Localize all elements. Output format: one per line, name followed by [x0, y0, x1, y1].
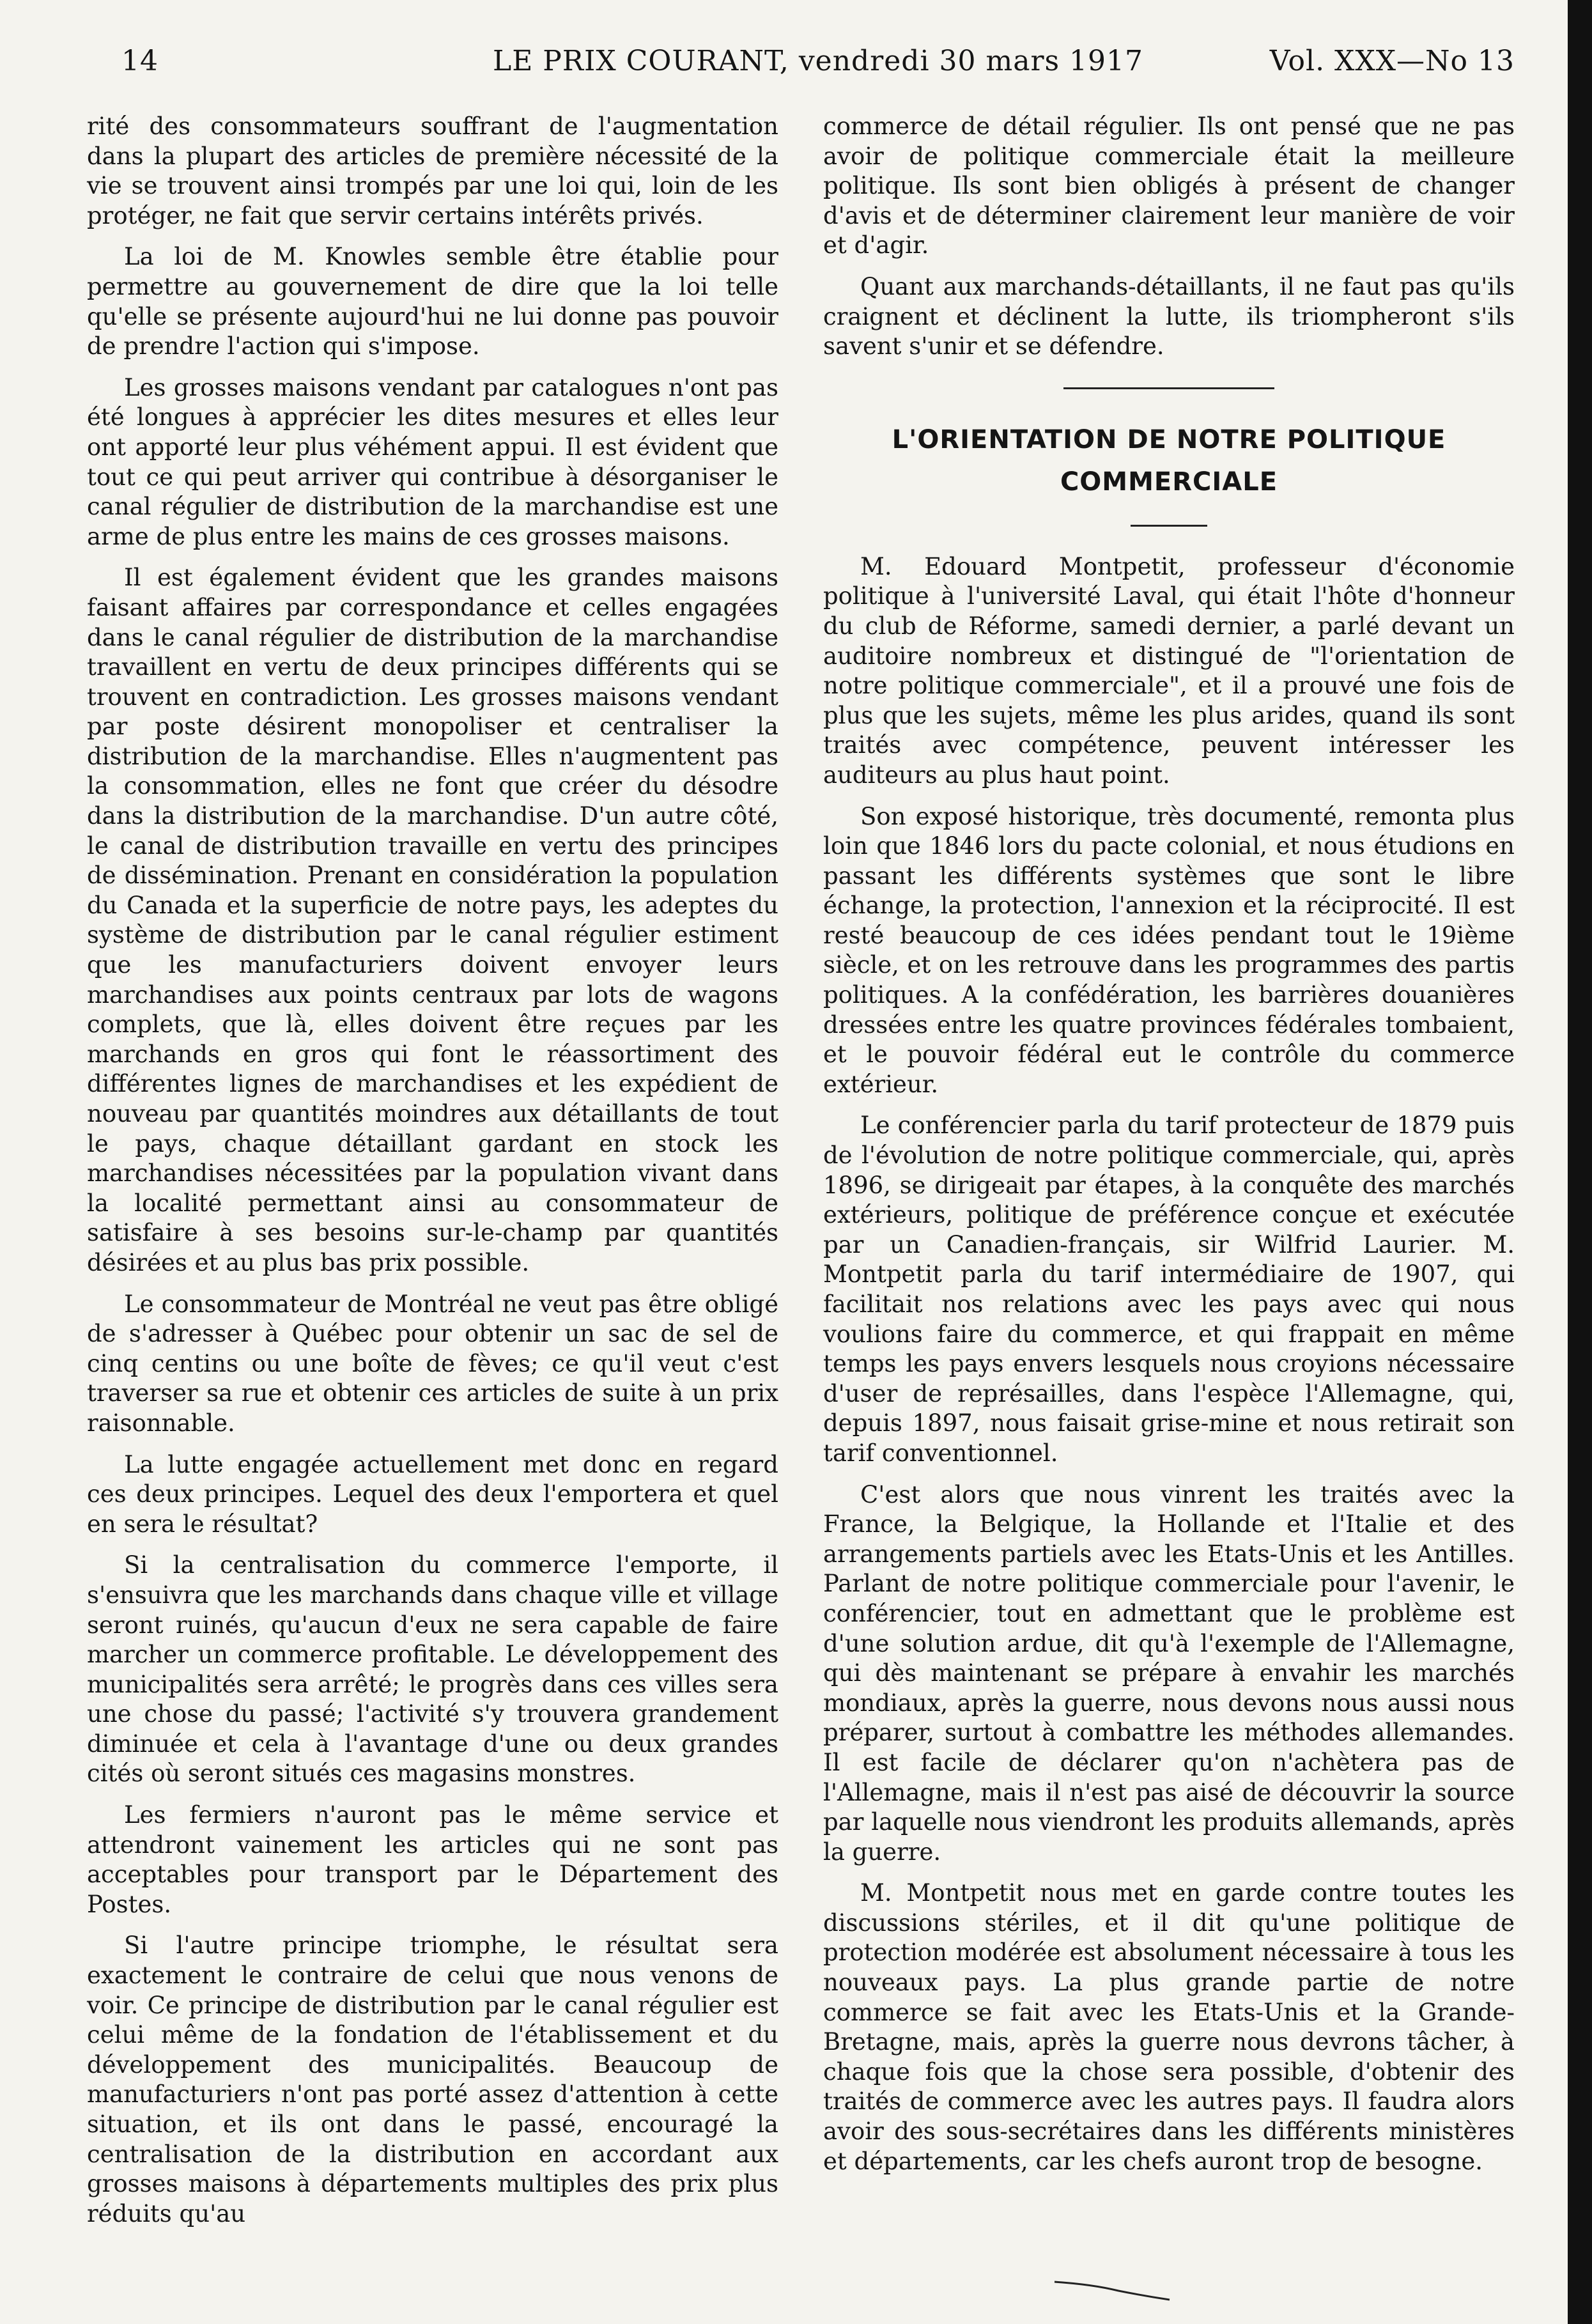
page-number: 14	[121, 45, 158, 77]
paragraph: La lutte engagée actuellement met donc en regard ces deux principes. Lequel des deux l'emportera et quel en sera le résultat?	[87, 1450, 778, 1538]
page-header	[121, 45, 1515, 89]
right-column	[823, 112, 1515, 2188]
article-title-line-1: L'ORIENTATION DE NOTRE POLITIQUE	[892, 424, 1446, 454]
left-column	[87, 112, 778, 2240]
paragraph: Les fermiers n'auront pas le même service et attendront vainement les articles qui ne sont pas acceptables pour transport par le Département des Postes.	[87, 1801, 778, 1918]
paragraph: Les grosses maisons vendant par catalogues n'ont pas été longues à apprécier les dites mesures et elles leur ont apporté leur plus véhément appui. Il est évident que tout ce qui peut arriver qui contribue à désorganiser le canal régulier de distribution de la marchandise est une arme de plus entre les mains de ces grosses maisons.	[87, 373, 778, 550]
end-ornament-icon	[1048, 2275, 1176, 2301]
article-paragraph: M. Montpetit nous met en garde contre toutes les discussions stériles, et il dit qu'une politique de protection modérée est absolument nécessaire à tous les nouveaux pays. La plus grande partie de notre commerce se fait avec les Etats-Unis et la Grande-Bretagne, mais, après la guerre nous devrons tâcher, à chaque fois que la chose sera possible, d'obtenir des traités de commerce avec les autres pays. Il faudra alors avoir des sous-secrétaires dans les différents ministères et départements, car les chefs auront trop de besogne.	[823, 1879, 1515, 2175]
paragraph: rité des consommateurs souffrant de l'augmentation dans la plupart des articles de première nécessité de la vie se trouvent ainsi trompés par une loi qui, loin de les protéger, ne fait que servir certains intérêts privés.	[87, 112, 778, 229]
section-divider	[1063, 387, 1274, 389]
paragraph: Le consommateur de Montréal ne veut pas être obligé de s'adresser à Québec pour obtenir un sac de sel de cinq centins ou une boîte de fèves; ce qu'il veut c'est traverser sa rue et obtenir ces articles de suite à un prix raisonnable.	[87, 1290, 778, 1437]
paragraph: Si l'autre principe triomphe, le résultat sera exactement le contraire de celui que nous venons de voir. Ce principe de distribution par le canal régulier est celui même de la fondation de l'établissement et du développement des municipalités. Beaucoup de manufacturiers n'ont pas porté assez d'attention à cette situation, et ils ont dans le passé, encouragé la centralisation de la distribution en accordant aux grosses maisons à départements multiples des prix plus réduits qu'au	[87, 1932, 778, 2227]
paragraph: Il est également évident que les grandes maisons faisant affaires par correspondance et celles engagées dans le canal régulier de distribution de la marchandise travaillent en vertu de deux principes différents qui se trouvent en contradiction. Les grosses maisons vendant par poste désirent monopoliser et centraliser la distribution de la marchandise. Elles n'augmentent pas la consommation, elles ne font que créer du désodre dans la distribution de la marchandise. D'un autre côté, le canal de distribution travaille en vertu des principes de dissémination. Prenant en considération la population du Canada et la superficie de notre pays, les adeptes du système de distribution par le canal régulier estiment que les manufacturiers doivent envoyer leurs marchandises aux points centraux par lots de wagons complets, que là, elles doivent être reçues par les marchands en gros qui font le réassortiment des différentes lignes de marchandises et les expédient de nouveau par quantités moindres aux détaillants de tout le pays, chaque détaillant gardant en stock les marchandises nécessitées par la population vivant dans la localité permettant ainsi au consommateur de satisfaire à ses besoins sur-le-champ par quantités désirées et au plus bas prix possible.	[87, 564, 778, 1276]
title-divider	[1131, 525, 1207, 527]
publication-line: LE PRIX COURANT, vendredi 30 mars 1917	[492, 45, 1144, 77]
paragraph: Quant aux marchands-détaillants, il ne faut pas qu'ils craignent et déclinent la lutte, ils triompheront s'ils savent s'unir et se défendre.	[823, 272, 1515, 360]
article-title-line-2: COMMERCIALE	[1060, 467, 1278, 497]
article-paragraph: C'est alors que nous vinrent les traités avec la France, la Belgique, la Hollande et l'Italie et des arrangements partiels avec les Etats-Unis et les Antilles. Parlant de notre politique commerciale pour l'avenir, le conférencier, tout en admettant que le problème est d'une solution ardue, dit qu'à l'exemple de l'Allemagne, qui dès maintenant se prépare à envahir les marchés mondiaux, après la guerre, nous devons nous aussi nous préparer, surtout à combattre les méthodes allemandes. Il est facile de déclarer qu'on n'achètera pas de l'Allemagne, mais il n'est pas aisé de découvrir la source par laquelle nous viendront les produits allemands, après la guerre.	[823, 1480, 1515, 1866]
article-paragraph: Son exposé historique, très documenté, remonta plus loin que 1846 lors du pacte colonial, et nous étudions en passant les différents systèmes que sont le libre échange, la protection, l'annexion et la réciprocité. Il est resté beaucoup de ces idées pendant tout le 19ième siècle, et on les retrouve dans les programmes des partis politiques. A la confédération, les barrières douanières dressées entre les quatre provinces fédérales tombaient, et le pouvoir fédéral eut le contrôle du commerce extérieur.	[823, 802, 1515, 1098]
article-title	[849, 419, 1489, 503]
paragraph: La loi de M. Knowles semble être établie pour permettre au gouvernement de dire que la loi telle qu'elle se présente aujourd'hui ne lui donne pas pouvoir de prendre l'action qui s'impose.	[87, 243, 778, 360]
scan-edge-bar	[1568, 0, 1592, 2324]
article-paragraph: Le conférencier parla du tarif protecteur de 1879 puis de l'évolution de notre politique commerciale, qui, après 1896, se dirigeait par étapes, à la conquête des marchés extérieurs, politique de préférence conçue et exécutée par un Canadien-français, sir Wilfrid Laurier. M. Montpetit parla du tarif intermédiaire de 1907, qui facilitait nos relations avec les pays avec qui nous voulions faire du commerce, et qui frappait en même temps les pays envers lesquels nous croyions nécessaire d'user de représailles, dans l'espèce l'Allemagne, qui, depuis 1897, nous faisait grise-mine et nous retirait son tarif conventionnel.	[823, 1112, 1515, 1467]
article-paragraph: M. Edouard Montpetit, professeur d'économie politique à l'université Laval, qui était l'hôte d'honneur du club de Réforme, samedi dernier, a parlé devant un auditoire nombreux et distingué de "l'orientation de notre politique commerciale", et il a prouvé une fois de plus que les sujets, même les plus arides, quand ils sont traités avec compétence, peuvent intéresser les auditeurs au plus haut point.	[823, 552, 1515, 789]
volume-number: Vol. XXX—No 13	[1269, 45, 1515, 77]
paragraph: commerce de détail régulier. Ils ont pensé que ne pas avoir de politique commerciale était la meilleure politique. Ils sont bien obligés à présent de changer d'avis et de déterminer clairement leur manière de voir et d'agir.	[823, 112, 1515, 260]
paragraph: Si la centralisation du commerce l'emporte, il s'ensuivra que les marchands dans chaque ville et village seront ruinés, qu'aucun d'eux ne sera capable de faire marcher un commerce profitable. Le développement des municipalités sera arrêté; le progrès dans ces villes sera une chose du passé; l'activité s'y trouvera grandement diminuée et cela à l'avantage d'une ou deux grandes cités où seront situés ces magasins monstres.	[87, 1551, 778, 1788]
